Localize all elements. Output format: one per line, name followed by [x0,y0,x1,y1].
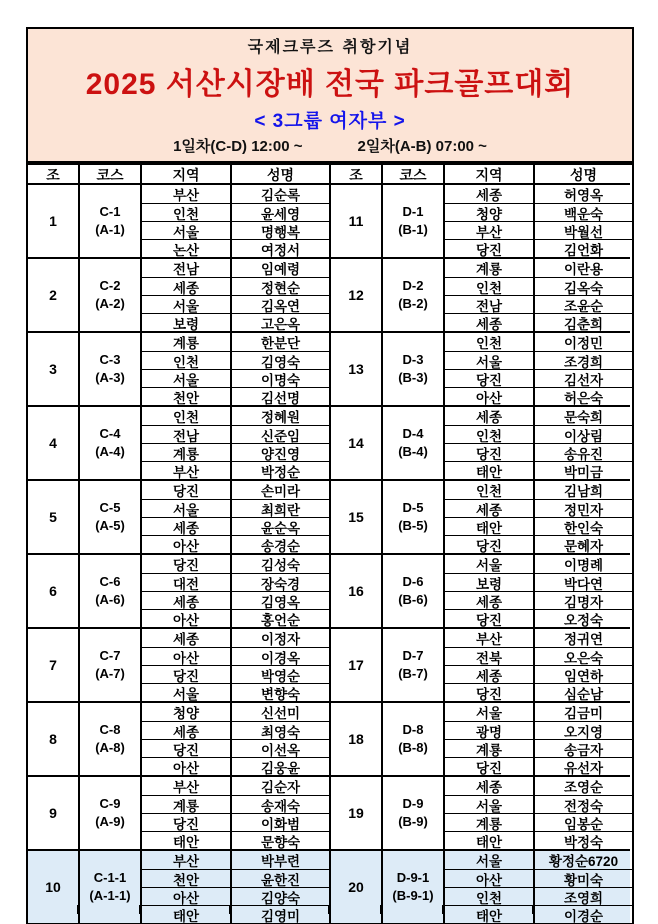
player-name-cell: 김옥연 [230,295,329,313]
group-number: 16 [348,583,364,599]
region-cell: 세종 [443,313,533,331]
region-cell: 세종 [443,777,533,795]
col-header-course: 코스 [381,165,443,185]
col-header-group: 조 [46,167,60,183]
player-name-cell: 신준임 [230,425,329,443]
player-name-cell: 김순록 [230,185,329,203]
col-header-region: 지역 [140,165,230,185]
player-name-cell: 박영순 [230,665,329,683]
region-cell: 계룡 [443,259,533,277]
region-cell: 계룡 [140,795,230,813]
player-name-cell: 심순남 [533,683,632,701]
col-header-course: 코스 [78,165,140,185]
group-block-15 [331,479,630,553]
course-code-alt: (B-9-1) [392,888,434,903]
course-code-main: D-3 [402,352,424,368]
region-cell: 계룡 [443,813,533,831]
region-cell: 보령 [140,313,230,331]
course-code-alt: (B-8) [398,740,428,755]
left-groups-container [28,185,329,923]
player-name-cell: 신선미 [230,703,329,721]
region-cell: 태안 [443,517,533,535]
group-block-18 [331,701,630,775]
player-name-cell: 변향숙 [230,683,329,701]
border-stub [632,905,634,914]
region-cell: 서울 [443,851,533,869]
col-header-group: 조 [349,167,363,183]
player-name-cell: 문숙희 [533,407,632,425]
region-cell: 당진 [140,481,230,499]
region-cell: 논산 [140,239,230,257]
course-code [381,407,443,479]
region-cell: 서울 [140,295,230,313]
course-code-main: D-7 [402,648,424,664]
group-block-17 [331,627,630,701]
course-code-main: D-6 [402,574,424,590]
player-name-cell: 양진영 [230,443,329,461]
player-name-cell: 조영희 [533,887,632,905]
course-code [381,555,443,627]
player-name-cell: 명행복 [230,221,329,239]
group-number: 11 [348,213,364,229]
group-block-12 [331,257,630,331]
player-name-cell: 송경순 [230,535,329,553]
region-cell: 세종 [443,665,533,683]
region-cell: 아산 [140,647,230,665]
player-name-cell: 오정숙 [533,609,632,627]
region-cell: 당진 [140,555,230,573]
schedule-day2: 2일차(A-B) 07:00 ~ [357,137,487,155]
column-header-row [331,165,630,185]
schedule-line [173,135,487,156]
region-cell: 아산 [140,757,230,775]
player-name-cell: 김웅윤 [230,757,329,775]
course-code-alt: (A-3) [95,370,125,385]
course-code-alt: (B-4) [398,444,428,459]
region-cell: 전남 [140,425,230,443]
course-code-main: C-3 [99,352,121,368]
course-code-main: D-8 [402,722,424,738]
course-code-main: C-5 [99,500,121,516]
group-number: 14 [348,435,364,451]
title-block [26,27,634,163]
player-name-cell: 오은숙 [533,647,632,665]
region-cell: 전북 [443,647,533,665]
region-cell: 계룡 [140,443,230,461]
player-name-cell: 박정숙 [533,831,632,849]
group-block-7 [28,627,329,701]
player-name-cell: 김성숙 [230,555,329,573]
player-name-cell: 조윤순 [533,295,632,313]
player-name-cell: 한분단 [230,333,329,351]
player-name-cell: 박월선 [533,221,632,239]
player-name-cell: 송금자 [533,739,632,757]
group-block-6 [28,553,329,627]
course-code-alt: (B-9) [398,814,428,829]
course-code-main: C-1-1 [93,870,127,886]
right-groups-container [331,185,630,923]
course-code [78,555,140,627]
group-number: 19 [348,805,364,821]
player-name-cell: 문혜자 [533,535,632,553]
group-block-8 [28,701,329,775]
region-cell: 세종 [140,629,230,647]
region-cell: 서울 [140,683,230,701]
course-code [381,703,443,775]
course-code-main: D-2 [402,278,424,294]
region-cell: 당진 [443,757,533,775]
course-code-alt: (A-1-1) [89,888,131,903]
region-cell: 아산 [443,869,533,887]
player-name-cell: 임예령 [230,259,329,277]
player-name-cell: 임봉순 [533,813,632,831]
player-name-cell: 정귀연 [533,629,632,647]
player-name-cell: 김영숙 [230,351,329,369]
table-left-half [28,165,329,923]
player-name-cell: 허은숙 [533,387,632,405]
region-cell: 인천 [140,407,230,425]
course-code-main: C-7 [99,648,121,664]
region-cell: 서울 [443,703,533,721]
course-code-alt: (B-3) [398,370,428,385]
region-cell: 세종 [140,591,230,609]
course-code [78,703,140,775]
region-cell: 부산 [443,221,533,239]
player-name-cell: 황정순6720 [533,851,632,869]
player-name-cell: 박부련 [230,851,329,869]
course-code [381,333,443,405]
region-cell: 당진 [443,683,533,701]
region-cell: 부산 [140,461,230,479]
region-cell: 서울 [140,369,230,387]
player-name-cell: 이정자 [230,629,329,647]
region-cell: 부산 [140,185,230,203]
region-cell: 세종 [443,591,533,609]
border-stub [442,905,444,914]
group-number: 5 [49,509,57,525]
region-cell: 아산 [443,387,533,405]
course-code-main: C-1 [99,204,121,220]
player-name-cell: 정민자 [533,499,632,517]
player-name-cell: 김영미 [230,905,329,923]
player-name-cell: 정혜원 [230,407,329,425]
player-name-cell: 이경순 [533,905,632,923]
player-name-cell: 장숙경 [230,573,329,591]
group-number: 8 [49,731,57,747]
group-block-4 [28,405,329,479]
group-block-19 [331,775,630,849]
border-stub [77,905,79,914]
group-block-1 [28,185,329,257]
region-cell: 인천 [140,351,230,369]
region-cell: 당진 [443,609,533,627]
group-block-14 [331,405,630,479]
player-name-cell: 박정순 [230,461,329,479]
player-name-cell: 이명숙 [230,369,329,387]
region-cell: 인천 [443,481,533,499]
region-cell: 세종 [443,185,533,203]
course-code-alt: (B-1) [398,222,428,237]
region-cell: 계룡 [140,333,230,351]
group-number: 3 [49,361,57,377]
course-code [78,407,140,479]
player-name-cell: 조경희 [533,351,632,369]
player-name-cell: 황미숙 [533,869,632,887]
region-cell: 태안 [443,461,533,479]
group-number: 2 [49,287,57,303]
region-cell: 청양 [443,203,533,221]
player-name-cell: 문향숙 [230,831,329,849]
player-name-cell: 이선옥 [230,739,329,757]
course-code [78,777,140,849]
course-code-main: D-5 [402,500,424,516]
course-code [78,259,140,331]
player-name-cell: 여정서 [230,239,329,257]
player-name-cell: 윤세영 [230,203,329,221]
player-name-cell: 김영옥 [230,591,329,609]
event-subtitle-script: 국제크루즈 취항기념 [247,37,413,57]
course-code [78,185,140,257]
player-name-cell: 최영숙 [230,721,329,739]
region-cell: 당진 [443,239,533,257]
course-code-alt: (A-9) [95,814,125,829]
player-name-cell: 김춘희 [533,313,632,331]
region-cell: 태안 [443,905,533,923]
region-cell: 부산 [140,851,230,869]
group-block-16 [331,553,630,627]
group-block-9 [28,775,329,849]
region-cell: 태안 [140,831,230,849]
tournament-title: 2025 서산시장배 전국 파크골프대회 [85,68,575,102]
region-cell: 인천 [443,425,533,443]
course-code [381,629,443,701]
player-name-cell: 홍언순 [230,609,329,627]
player-name-cell: 이경옥 [230,647,329,665]
region-cell: 서울 [443,555,533,573]
course-code [78,629,140,701]
course-code-alt: (B-5) [398,518,428,533]
player-name-cell: 김선자 [533,369,632,387]
player-name-cell: 오지영 [533,721,632,739]
region-cell: 당진 [140,739,230,757]
player-name-cell: 송재숙 [230,795,329,813]
course-code-main: D-4 [402,426,424,442]
region-cell: 당진 [140,813,230,831]
group-number: 12 [348,287,364,303]
region-cell: 서울 [443,795,533,813]
col-header-name: 성명 [533,165,632,185]
region-cell: 인천 [443,277,533,295]
player-name-cell: 윤순옥 [230,517,329,535]
course-code-alt: (A-6) [95,592,125,607]
region-cell: 당진 [140,665,230,683]
player-name-cell: 이정민 [533,333,632,351]
player-name-cell: 김양숙 [230,887,329,905]
region-cell: 서울 [140,221,230,239]
region-cell: 아산 [140,887,230,905]
player-name-cell: 이란용 [533,259,632,277]
player-name-cell: 김언화 [533,239,632,257]
course-code-alt: (A-2) [95,296,125,311]
course-code-alt: (A-7) [95,666,125,681]
player-name-cell: 송유진 [533,443,632,461]
course-code-alt: (B-2) [398,296,428,311]
schedule-day1: 1일차(C-D) 12:00 ~ [173,137,303,155]
group-block-2 [28,257,329,331]
player-name-cell: 김금미 [533,703,632,721]
region-cell: 천안 [140,869,230,887]
region-cell: 인천 [140,203,230,221]
region-cell: 세종 [443,499,533,517]
course-code [381,259,443,331]
border-stub [229,905,231,914]
group-block-5 [28,479,329,553]
region-cell: 서울 [443,351,533,369]
region-cell: 인천 [443,333,533,351]
region-cell: 부산 [443,629,533,647]
border-stub [26,905,28,914]
course-code-main: C-8 [99,722,121,738]
course-code-main: D-9-1 [396,870,430,886]
course-code-main: C-4 [99,426,121,442]
course-code-main: C-6 [99,574,121,590]
course-code [78,481,140,553]
group-number: 17 [348,657,364,673]
group-number: 4 [49,435,57,451]
player-name-cell: 김순자 [230,777,329,795]
region-cell: 광명 [443,721,533,739]
course-code-main: D-1 [402,204,424,220]
course-code-alt: (A-8) [95,740,125,755]
course-code [78,333,140,405]
region-cell: 태안 [443,831,533,849]
region-cell: 대전 [140,573,230,591]
region-cell: 아산 [140,535,230,553]
player-name-cell: 이명례 [533,555,632,573]
player-name-cell: 조영순 [533,777,632,795]
player-name-cell: 정현순 [230,277,329,295]
border-stub [328,905,330,914]
course-code-main: C-2 [99,278,121,294]
group-block-11 [331,185,630,257]
player-name-cell: 이상림 [533,425,632,443]
course-code-alt: (B-7) [398,666,428,681]
region-cell: 부산 [140,777,230,795]
player-name-cell: 임연하 [533,665,632,683]
region-cell: 당진 [443,369,533,387]
region-cell: 세종 [140,721,230,739]
group-number: 15 [348,509,364,525]
player-name-cell: 유선자 [533,757,632,775]
course-code [381,185,443,257]
border-stub [380,905,382,914]
region-cell: 세종 [140,517,230,535]
region-cell: 계룡 [443,739,533,757]
player-name-cell: 이화범 [230,813,329,831]
group-block-13 [331,331,630,405]
col-header-name: 성명 [230,165,329,185]
region-cell: 세종 [140,277,230,295]
region-cell: 당진 [443,535,533,553]
group-number: 6 [49,583,57,599]
course-code [381,481,443,553]
group-number: 18 [348,731,364,747]
region-cell: 청양 [140,703,230,721]
region-cell: 태안 [140,905,230,923]
player-name-cell: 박미금 [533,461,632,479]
border-stub [532,905,534,914]
group-block-3 [28,331,329,405]
group-number: 9 [49,805,57,821]
course-code-main: D-9 [402,796,424,812]
region-cell: 당진 [443,443,533,461]
player-name-cell: 한인숙 [533,517,632,535]
pairings-table [26,163,634,924]
group-number: 1 [49,213,57,229]
player-name-cell: 김옥숙 [533,277,632,295]
course-code-main: C-9 [99,796,121,812]
region-cell: 전남 [443,295,533,313]
group-number: 20 [348,879,364,895]
player-name-cell: 김남희 [533,481,632,499]
region-cell: 세종 [443,407,533,425]
player-name-cell: 김명자 [533,591,632,609]
player-name-cell: 손미라 [230,481,329,499]
table-cutoff-border-stubs [26,905,634,914]
player-name-cell: 전정숙 [533,795,632,813]
player-name-cell: 백운숙 [533,203,632,221]
group-number: 13 [348,361,364,377]
group-number: 7 [49,657,57,673]
course-code-alt: (B-6) [398,592,428,607]
col-header-region: 지역 [443,165,533,185]
player-name-cell: 김선명 [230,387,329,405]
player-name-cell: 윤한진 [230,869,329,887]
column-header-row [28,165,329,185]
region-cell: 전남 [140,259,230,277]
region-cell: 보령 [443,573,533,591]
player-name-cell: 고은옥 [230,313,329,331]
course-code [381,777,443,849]
region-cell: 인천 [443,887,533,905]
course-code-alt: (A-5) [95,518,125,533]
region-cell: 서울 [140,499,230,517]
course-code-alt: (A-4) [95,444,125,459]
course-code-alt: (A-1) [95,222,125,237]
division-label: < 3그룹 여자부 > [254,110,406,132]
table-right-half [329,165,630,923]
region-cell: 아산 [140,609,230,627]
player-name-cell: 박다연 [533,573,632,591]
region-cell: 천안 [140,387,230,405]
player-name-cell: 최희란 [230,499,329,517]
group-number: 10 [45,879,61,895]
player-name-cell: 허영옥 [533,185,632,203]
border-stub [139,905,141,914]
